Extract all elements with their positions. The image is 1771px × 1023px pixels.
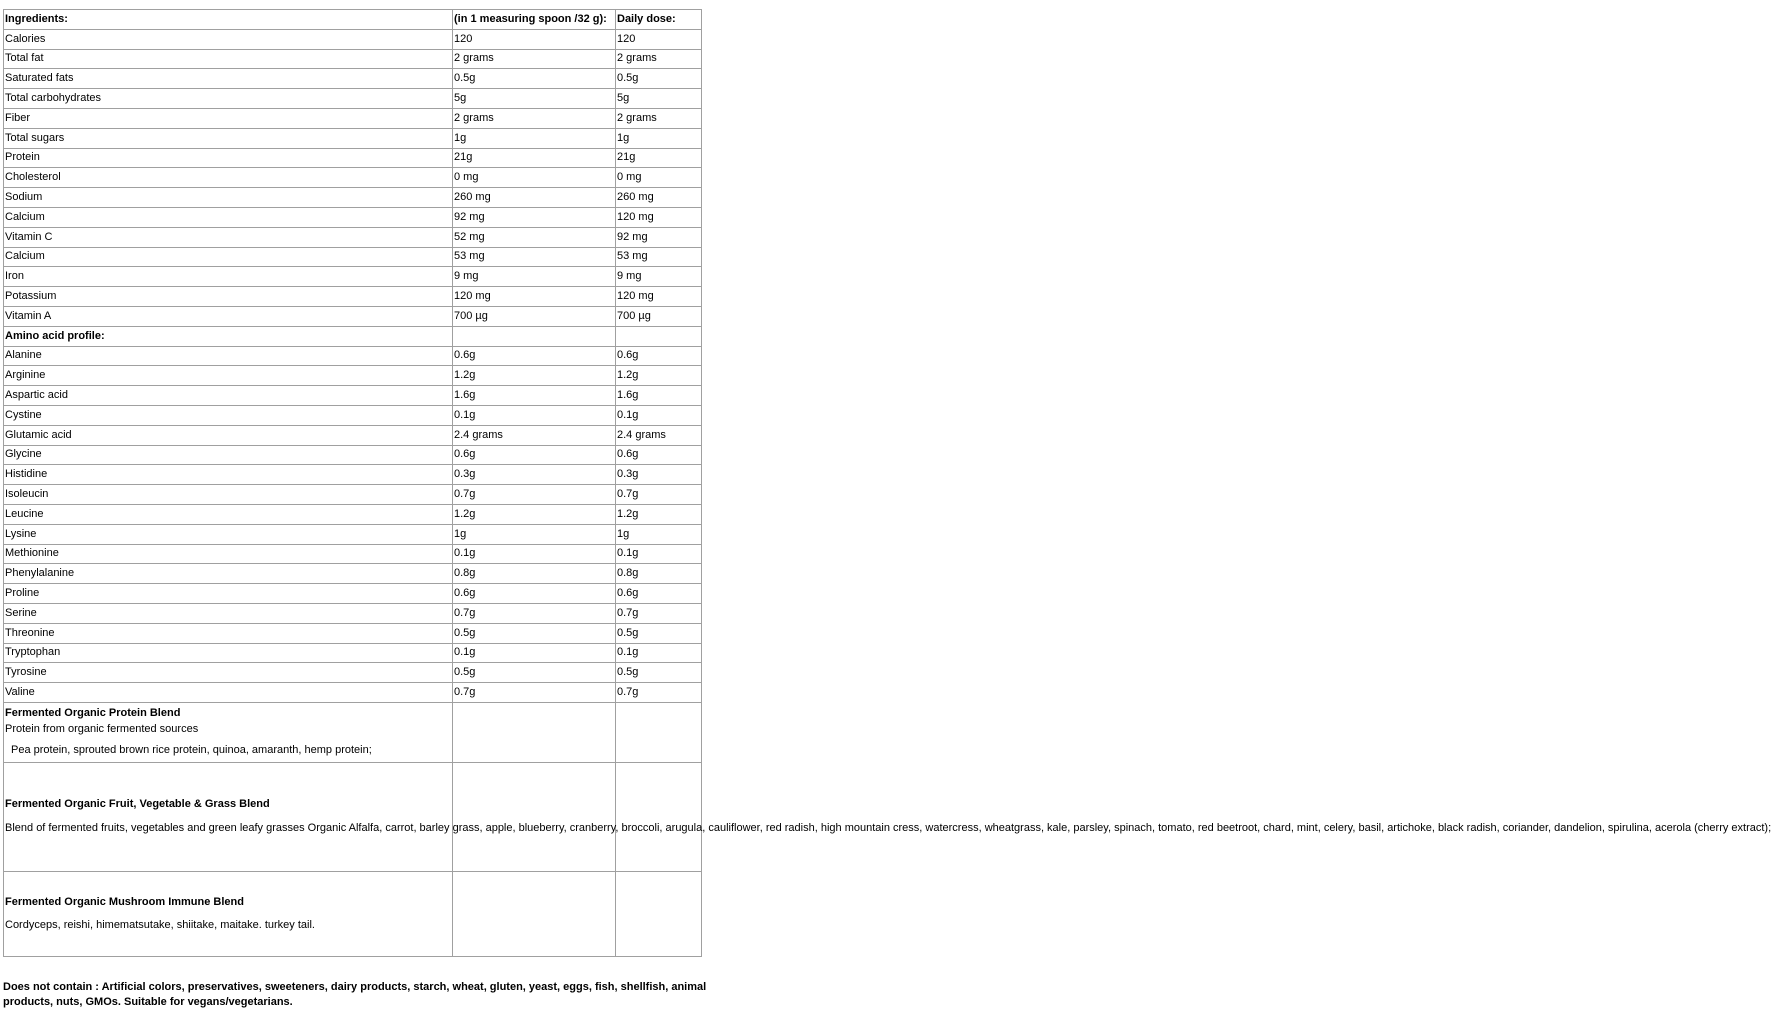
nutrient-daily-dose: 0 mg: [616, 168, 702, 188]
nutrient-row: [4, 89, 702, 109]
amino-daily-dose: 0.7g: [616, 485, 702, 505]
nutrient-daily-dose: 2 grams: [616, 108, 702, 128]
nutrient-name: Protein: [4, 148, 453, 168]
protein-blend-row: [4, 702, 702, 762]
nutrient-daily-dose: 21g: [616, 148, 702, 168]
amino-per-serving: 0.5g: [453, 623, 616, 643]
amino-row: [4, 623, 702, 643]
amino-name: Tyrosine: [4, 663, 453, 683]
nutrient-row: [4, 227, 702, 247]
nutrient-daily-dose: 120 mg: [616, 207, 702, 227]
amino-per-serving: 0.7g: [453, 485, 616, 505]
nutrient-row: [4, 29, 702, 49]
amino-row: [4, 564, 702, 584]
nutrient-row: [4, 49, 702, 69]
amino-row: [4, 663, 702, 683]
amino-row: [4, 643, 702, 663]
amino-row: [4, 683, 702, 703]
nutrient-name: Calcium: [4, 247, 453, 267]
header-daily-dose: Daily dose:: [616, 10, 702, 30]
nutrient-row: [4, 188, 702, 208]
amino-daily-dose: 0.7g: [616, 683, 702, 703]
empty-cell: [616, 871, 702, 956]
nutrient-name: Calories: [4, 29, 453, 49]
nutrient-row: [4, 287, 702, 307]
allergen-note: Does not contain : Artificial colors, preservatives, sweeteners, dairy products, starch, wheat, gluten, yeast, eggs, fish, shellfish, animal products, nuts, GMOs. Suitable for vegans/vegetarians.: [3, 981, 707, 1008]
mushroom-blend-title: Fermented Organic Mushroom Immune Blend: [5, 895, 244, 908]
amino-row: [4, 405, 702, 425]
empty-cell: [616, 326, 702, 346]
nutrient-name: Vitamin C: [4, 227, 453, 247]
amino-daily-dose: 0.1g: [616, 544, 702, 564]
nutrient-per-serving: 0.5g: [453, 69, 616, 89]
amino-per-serving: 1g: [453, 524, 616, 544]
nutrient-name: Total fat: [4, 49, 453, 69]
amino-per-serving: 1.2g: [453, 504, 616, 524]
amino-row: [4, 346, 702, 366]
nutrient-row: [4, 128, 702, 148]
protein-blend-list: Pea protein, sprouted brown rice protein, quinoa, amaranth, hemp protein;: [11, 744, 372, 757]
amino-row: [4, 603, 702, 623]
amino-row: [4, 366, 702, 386]
nutrient-row: [4, 207, 702, 227]
nutrition-table: [3, 9, 1771, 957]
nutrient-daily-dose: 260 mg: [616, 188, 702, 208]
nutrient-name: Iron: [4, 267, 453, 287]
nutrient-per-serving: 2 grams: [453, 108, 616, 128]
empty-cell: [616, 702, 702, 762]
nutrient-daily-dose: 5g: [616, 89, 702, 109]
amino-per-serving: 0.5g: [453, 663, 616, 683]
nutrient-daily-dose: 2 grams: [616, 49, 702, 69]
amino-row: [4, 465, 702, 485]
nutrient-row: [4, 306, 702, 326]
mushroom-blend-row-cell: [4, 871, 453, 956]
amino-header-row: [4, 326, 702, 346]
amino-row: [4, 386, 702, 406]
amino-name: Threonine: [4, 623, 453, 643]
nutrient-per-serving: 120: [453, 29, 616, 49]
amino-daily-dose: 0.5g: [616, 663, 702, 683]
nutrient-per-serving: 260 mg: [453, 188, 616, 208]
amino-per-serving: 0.7g: [453, 683, 616, 703]
nutrient-daily-dose: 0.5g: [616, 69, 702, 89]
nutrient-per-serving: 53 mg: [453, 247, 616, 267]
nutrient-name: Potassium: [4, 287, 453, 307]
nutrient-row: [4, 168, 702, 188]
fruit-blend-title: Fermented Organic Fruit, Vegetable & Grass Blend: [5, 797, 270, 810]
nutrient-daily-dose: 53 mg: [616, 247, 702, 267]
amino-daily-dose: 1.6g: [616, 386, 702, 406]
amino-daily-dose: 0.6g: [616, 346, 702, 366]
nutrient-per-serving: 2 grams: [453, 49, 616, 69]
nutrient-row: [4, 148, 702, 168]
empty-cell: [616, 762, 702, 871]
amino-name: Phenylalanine: [4, 564, 453, 584]
nutrient-name: Saturated fats: [4, 69, 453, 89]
fruit-blend-description: Blend of fermented fruits, vegetables and green leafy grasses Organic Alfalfa, carrot, barley grass, apple, blueberry, cranberry, broccoli, arugula, cauliflower, red radish, high mountain cress, watercress, wheatgrass, kale, parsley, spinach, tomato, red beetroot, chard, mint, celery, basil, artichoke, black radish, coriander, dandelion, spirulina, acerola (cherry extract);: [5, 821, 1771, 834]
amino-name: Isoleucin: [4, 485, 453, 505]
empty-cell: [453, 702, 616, 762]
amino-daily-dose: 0.7g: [616, 603, 702, 623]
amino-name: Valine: [4, 683, 453, 703]
amino-daily-dose: 0.6g: [616, 584, 702, 604]
amino-name: Methionine: [4, 544, 453, 564]
mushroom-blend-description: Cordyceps, reishi, himematsutake, shiitake, maitake. turkey tail.: [5, 918, 315, 931]
amino-name: Lysine: [4, 524, 453, 544]
nutrient-daily-dose: 92 mg: [616, 227, 702, 247]
amino-per-serving: 0.7g: [453, 603, 616, 623]
protein-blend-subtitle: Protein from organic fermented sources: [5, 723, 199, 736]
nutrient-row: [4, 247, 702, 267]
nutrient-daily-dose: 9 mg: [616, 267, 702, 287]
amino-per-serving: 1.6g: [453, 386, 616, 406]
nutrient-name: Vitamin A: [4, 306, 453, 326]
amino-name: Glycine: [4, 445, 453, 465]
nutrient-name: Cholesterol: [4, 168, 453, 188]
amino-per-serving: 0.6g: [453, 584, 616, 604]
amino-daily-dose: 0.6g: [616, 445, 702, 465]
amino-row: [4, 425, 702, 445]
amino-per-serving: 0.1g: [453, 544, 616, 564]
header-per-serving: (in 1 measuring spoon /32 g):: [453, 10, 616, 30]
amino-name: Cystine: [4, 405, 453, 425]
amino-daily-dose: 0.1g: [616, 405, 702, 425]
nutrient-per-serving: 9 mg: [453, 267, 616, 287]
amino-name: Leucine: [4, 504, 453, 524]
amino-row: [4, 504, 702, 524]
amino-per-serving: 0.6g: [453, 445, 616, 465]
nutrient-row: [4, 108, 702, 128]
fruit-blend-row: [4, 762, 702, 871]
amino-section-title: Amino acid profile:: [4, 326, 453, 346]
amino-name: Tryptophan: [4, 643, 453, 663]
amino-row: [4, 524, 702, 544]
empty-cell: [453, 871, 616, 956]
nutrient-row: [4, 69, 702, 89]
amino-name: Proline: [4, 584, 453, 604]
nutrient-name: Total sugars: [4, 128, 453, 148]
protein-blend-title: Fermented Organic Protein Blend: [5, 707, 181, 720]
nutrient-name: Fiber: [4, 108, 453, 128]
amino-per-serving: 0.1g: [453, 643, 616, 663]
nutrient-daily-dose: 1g: [616, 128, 702, 148]
nutrient-name: Sodium: [4, 188, 453, 208]
empty-cell: [453, 326, 616, 346]
nutrient-per-serving: 0 mg: [453, 168, 616, 188]
amino-daily-dose: 1.2g: [616, 504, 702, 524]
amino-name: Alanine: [4, 346, 453, 366]
amino-name: Aspartic acid: [4, 386, 453, 406]
table-header-row: [4, 10, 702, 30]
mushroom-blend-row: [4, 871, 702, 956]
empty-cell: [453, 762, 616, 871]
amino-per-serving: 0.6g: [453, 346, 616, 366]
amino-per-serving: 1.2g: [453, 366, 616, 386]
nutrient-daily-dose: 700 µg: [616, 306, 702, 326]
amino-row: [4, 544, 702, 564]
amino-per-serving: 0.8g: [453, 564, 616, 584]
amino-daily-dose: 0.5g: [616, 623, 702, 643]
amino-per-serving: 2.4 grams: [453, 425, 616, 445]
amino-daily-dose: 0.1g: [616, 643, 702, 663]
amino-row: [4, 485, 702, 505]
amino-name: Histidine: [4, 465, 453, 485]
nutrient-name: Calcium: [4, 207, 453, 227]
nutrient-name: Total carbohydrates: [4, 89, 453, 109]
protein-blend-row-cell: [4, 702, 453, 762]
nutrient-row: [4, 267, 702, 287]
amino-name: Arginine: [4, 366, 453, 386]
amino-per-serving: 0.3g: [453, 465, 616, 485]
header-ingredients: Ingredients:: [4, 10, 453, 30]
nutrient-per-serving: 52 mg: [453, 227, 616, 247]
nutrient-per-serving: 92 mg: [453, 207, 616, 227]
amino-daily-dose: 1.2g: [616, 366, 702, 386]
nutrient-per-serving: 5g: [453, 89, 616, 109]
amino-daily-dose: 0.3g: [616, 465, 702, 485]
nutrient-per-serving: 700 µg: [453, 306, 616, 326]
fruit-blend-row-cell: [4, 762, 1771, 871]
amino-row: [4, 584, 702, 604]
amino-name: Serine: [4, 603, 453, 623]
nutrient-per-serving: 1g: [453, 128, 616, 148]
amino-row: [4, 445, 702, 465]
amino-daily-dose: 2.4 grams: [616, 425, 702, 445]
amino-daily-dose: 1g: [616, 524, 702, 544]
nutrient-daily-dose: 120: [616, 29, 702, 49]
nutrient-per-serving: 21g: [453, 148, 616, 168]
nutrient-daily-dose: 120 mg: [616, 287, 702, 307]
amino-daily-dose: 0.8g: [616, 564, 702, 584]
nutrient-per-serving: 120 mg: [453, 287, 616, 307]
amino-per-serving: 0.1g: [453, 405, 616, 425]
amino-name: Glutamic acid: [4, 425, 453, 445]
